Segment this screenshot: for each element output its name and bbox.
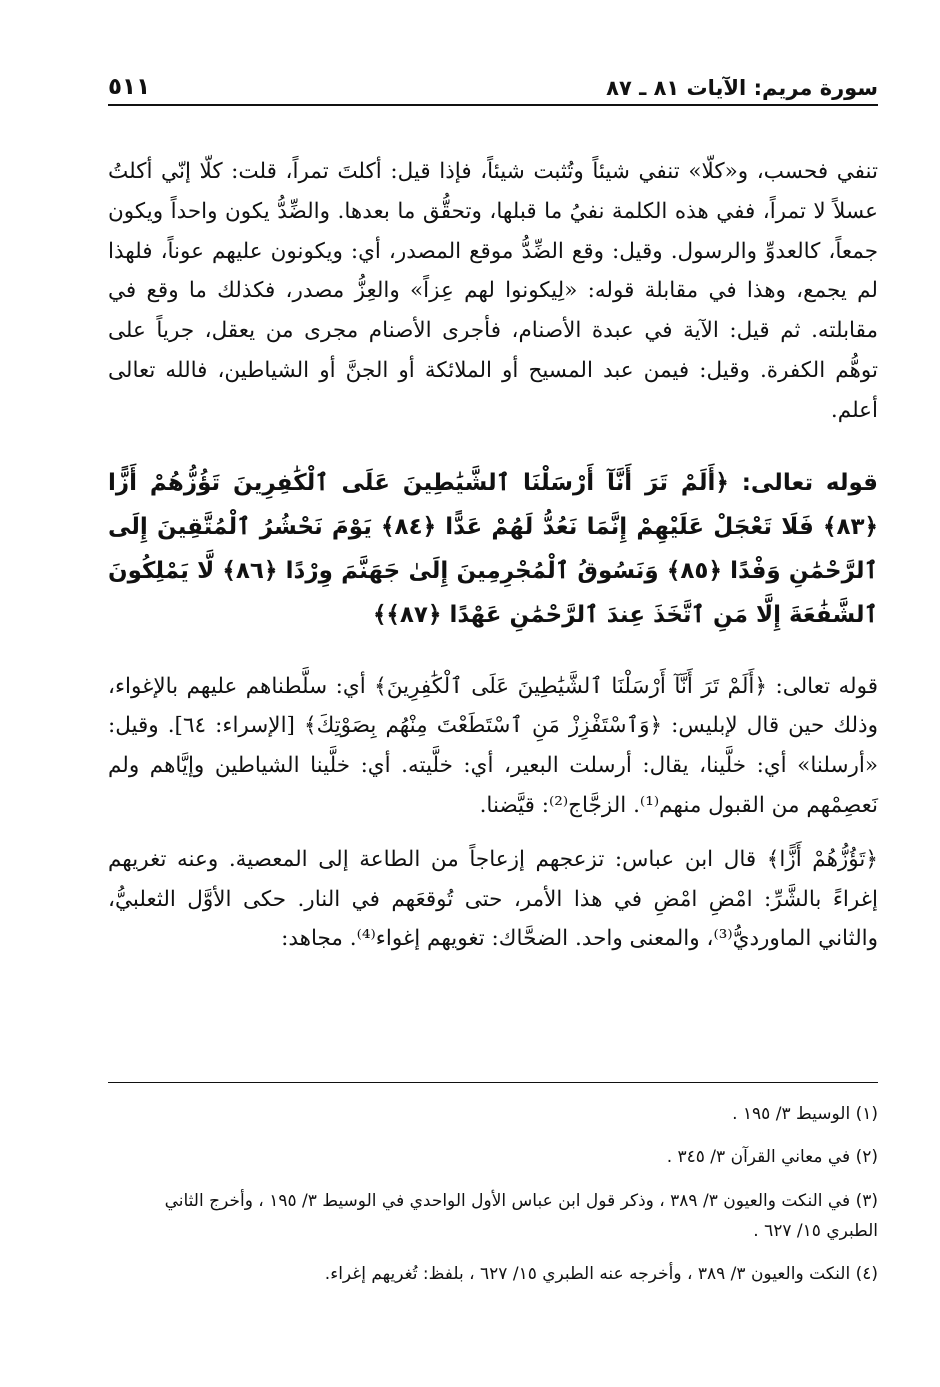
- chapter-title: سورة مريم: الآيات ٨١ ـ ٨٧: [606, 76, 878, 100]
- commentary-2: ﴿تَؤُزُّهُمْ أَزًّا﴾ قال ابن عباس: تزعجهم إزعاجاً من الطاعة إلى المعصية. وعنه تغريهم إغراءً بالشَّرِّ: امْضِ امْضِ في هذا الأمر، حتى تُوقعَهم في النار. حكى الأوَّل الثعلبيُّ، والثاني الماورديُّ⁽³⁾، والمعنى واحد. الضحَّاك: تغويهم إغواء⁽⁴⁾. مجاهد:: [108, 846, 878, 952]
- running-header: [108, 70, 878, 106]
- verse-block: [108, 461, 878, 637]
- page-number: ٥١١: [108, 74, 151, 100]
- main-text: [108, 152, 878, 959]
- footnote-4: (٤) النكت والعيون ٣/ ٣٨٩ ، وأخرجه عنه الطبري ١٥/ ٦٢٧ ، بلفظ: تُغريهم إغراء.: [324, 1264, 878, 1284]
- verse-label: قوله تعالى:: [741, 469, 878, 496]
- footnote-divider: [108, 1082, 878, 1083]
- footnote-3: (٣) في النكت والعيون ٣/ ٣٨٩ ، وذكر قول ابن عباس الأول الواحدي في الوسيط ٣/ ١٩٥ ، وأخرج الثاني الطبري ١٥/ ٦٢٧ .: [164, 1191, 878, 1241]
- footnotes: [108, 1100, 878, 1303]
- footnote-2: (٢) في معاني القرآن ٣/ ٣٤٥ .: [666, 1147, 878, 1167]
- paragraph-1: تنفي فحسب، و«كلّا» تنفي شيئاً وتُثبت شيئاً، فإذا قيل: أكلتَ تمراً، قلت: كلّا إنّي أكلتُ عسلاً لا تمراً، ففي هذه الكلمة نفيُ ما قبلها، وتحقُّق ما بعدها. والضِّدُّ يكون واحداً ويكون جمعاً، كالعدوِّ والرسول. وقيل: وقع الضِّدُّ موقع المصدر، أي: ويكونون عليهم عوناً، فلهذا لم يجمع، وهذا في مقابلة قوله: «لِيكونوا لهم عِزاً» والعِزُّ مصدر، فكذلك ما وقع في مقابلته. ثم قيل: الآية في عبدة الأصنام، فأجرى الأصنام مجرى من يعقل، جرياً على توهُّم الكفرة. وقيل: فيمن عبد المسيح أو الملائكة أو الجنَّ أو الشياطين، فالله تعالى أعلم.: [108, 159, 878, 423]
- commentary-1: قوله تعالى: ﴿أَلَمْ تَرَ أَنَّآ أَرْسَلْنَا ٱلشَّيَٰطِينَ عَلَى ٱلْكَٰفِرِينَ﴾ أي: سلَّطناهم عليهم بالإغواء، وذلك حين قال لإبليس: ﴿وَٱسْتَفْزِزْ مَنِ ٱسْتَطَعْتَ مِنْهُم بِصَوْتِكَ﴾ [الإسراء: ٦٤]. وقيل: «أرسلنا» أي: خلَّينا، يقال: أرسلت البعير، أي: خلَّيته. أي: خلَّينا الشياطين وإيَّاهم ولم نَعصِمْهم من القبول منهم⁽¹⁾. الزجَّاج⁽²⁾: قيَّضنا.: [108, 673, 878, 818]
- footnote-1: (١) الوسيط ٣/ ١٩٥ .: [732, 1104, 878, 1124]
- verse-text: ﴿أَلَمْ تَرَ أَنَّآ أَرْسَلْنَا ٱلشَّيَٰطِينَ عَلَى ٱلْكَٰفِرِينَ تَؤُزُّهُمْ أَزًّا ﴿٨٣﴾ فَلَا تَعْجَلْ عَلَيْهِمْ إِنَّمَا نَعُدُّ لَهُمْ عَدًّا ﴿٨٤﴾ يَوْمَ نَحْشُرُ ٱلْمُتَّقِينَ إِلَى ٱلرَّحْمَٰنِ وَفْدًا ﴿٨٥﴾ وَنَسُوقُ ٱلْمُجْرِمِينَ إِلَىٰ جَهَنَّمَ وِرْدًا ﴿٨٦﴾ لَّا يَمْلِكُونَ ٱلشَّفَٰعَةَ إِلَّا مَنِ ٱتَّخَذَ عِندَ ٱلرَّحْمَٰنِ عَهْدًا ﴿٨٧﴾﴾: [108, 469, 879, 628]
- page: [108, 70, 878, 959]
